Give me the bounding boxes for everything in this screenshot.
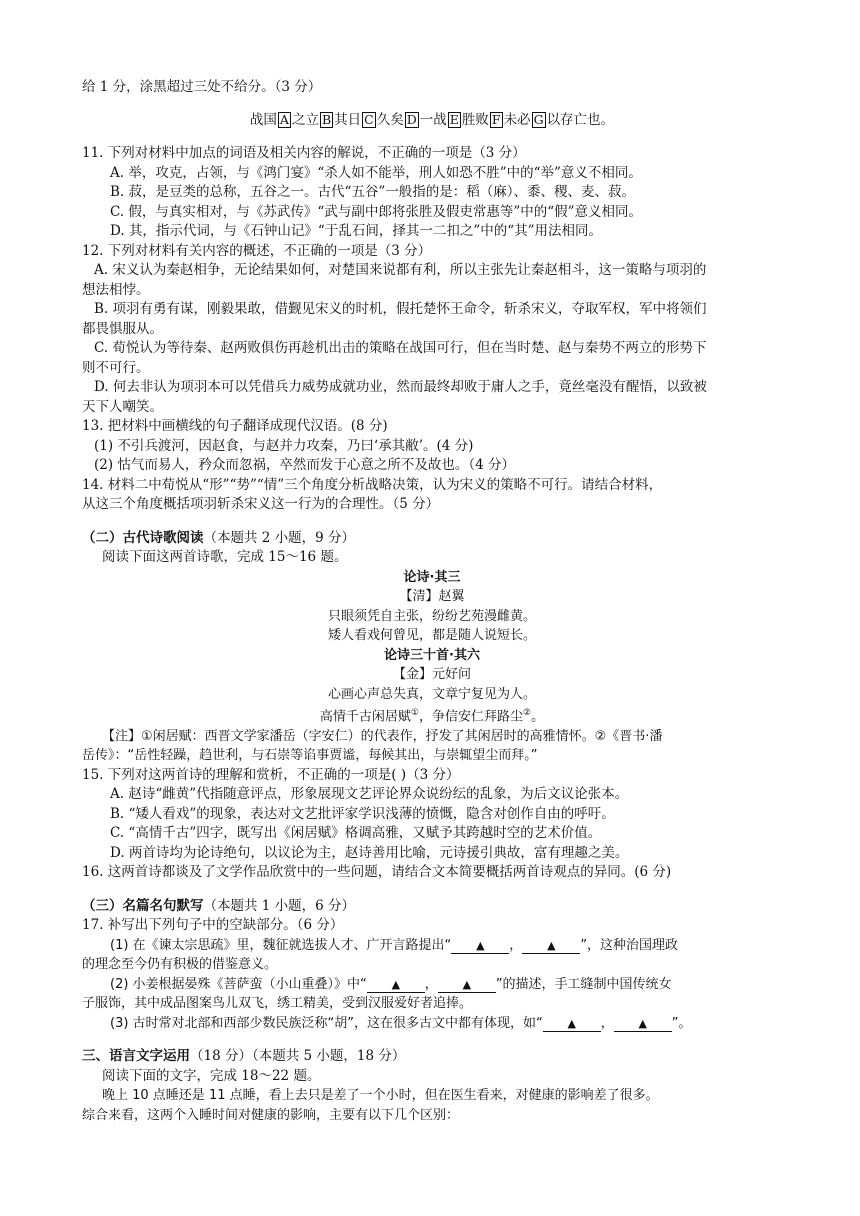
poem1-line-1: 只眼须凭自主张，纷纷艺苑漫雌黄。	[327, 608, 536, 624]
poem-note-line-1: 【注】①闲居赋：西晋文学家潘岳（字安仁）的代表作，抒发了其闲居时的高雅情怀。②《晋书·潘	[102, 728, 663, 744]
q12-option-b: B. 项羽有勇有谋，刚毅果敢，借觐见宋义的时机，假托楚怀王命令，斩杀宋义，夺取军权，军中将领们	[94, 301, 707, 317]
poem1-author: 【清】赵翼	[399, 589, 465, 604]
section2-instruction: 阅读下面这两首诗歌，完成 15～16 题。	[102, 549, 348, 565]
q12-option-a: A. 宋义认为秦赵相争，无论结果如何，对楚国来说都有利，所以主张先让秦赵相斗，这一策略与项羽的	[94, 262, 707, 278]
q15-option-b: B. “矮人看戏”的现象，表达对文艺批评家学识浅薄的愤慨，隐含对创作自由的呼吁。	[110, 805, 615, 822]
answer-blank[interactable]: ▲	[451, 939, 509, 954]
q12-stem: 12. 下列对材料有关内容的概述，不正确的一项是（3 分）	[82, 242, 432, 259]
sentence-fragment: 其日	[334, 112, 362, 128]
q15-option-c: C. “高情千古”四字，既写出《闲居赋》格调高雅，又赋予其跨越时空的艺术价值。	[110, 825, 602, 842]
poem2-line-2-part-b: ，争信安仁拜路尘	[418, 709, 523, 725]
poem2-line-2-part-c: 。	[531, 709, 545, 725]
answer-blank[interactable]: ▲	[438, 978, 496, 993]
poem1-line-2: 矮人看戏何曾见，都是随人说短长。	[327, 628, 536, 643]
answer-blank[interactable]: ▲	[614, 1017, 672, 1032]
q16-stem: 16. 这两首诗都谈及了文学作品欣赏中的一些问题，请结合文本简要概括两首诗观点的异同。(6 分)	[82, 864, 672, 881]
answer-blank[interactable]: ▲	[367, 978, 425, 993]
q17-item-1-cont: 的理念至今仍有积极的借鉴意义。	[82, 957, 278, 973]
sentence-fragment: 战国	[249, 112, 277, 128]
section2-heading	[82, 529, 782, 549]
break-mark-box[interactable]: A	[279, 112, 289, 127]
q12-option-a-cont: 想法相悖。	[82, 281, 150, 298]
q11-option-d: D. 其，指示代词，与《石钟山记》“于乱石间，择其一二扣之”中的“其”用法相同。	[110, 223, 603, 239]
footnote-marker-1: ①	[410, 708, 419, 718]
q17-item-2-text-b: ”的描述，手工缝制中国传统女	[495, 976, 672, 992]
section3-title: （三）名篇名句默写	[82, 897, 204, 914]
q15-option-d: D. 两首诗均为论诗绝句，以议论为主，赵诗善用比喻，元诗援引典故，富有理趣之美。	[110, 844, 629, 861]
sentence-fragment: 之立	[291, 112, 319, 128]
boxed-sentence	[82, 111, 782, 131]
sentence-fragment: 胜败	[461, 112, 489, 128]
q17-item-3-text-b: ”。	[671, 1015, 692, 1031]
q12-option-b-cont: 都畏惧服从。	[82, 320, 163, 337]
q17-item-1-text-a: (1) 在《谏太宗思疏》里，魏征就选拔人才、广开言路提出“	[110, 937, 452, 953]
q15-stem: 15. 下列对这两首诗的理解和赏析，不正确的一项是( )（3 分）	[82, 766, 460, 783]
poem2-line-2	[82, 704, 782, 727]
q14-line-2: 从这三个角度概括项羽斩杀宋义这一行为的合理性。（5 分）	[82, 496, 440, 512]
section4-heading-note: （18 分）（本题共 5 小题，18 分）	[190, 1048, 406, 1065]
section4-instruction: 阅读下面的文字，完成 18～22 题。	[102, 1067, 321, 1084]
q17-item-3-sep: ，	[600, 1015, 614, 1031]
sentence-fragment: 一战	[419, 112, 447, 128]
q17-item-3	[82, 1014, 782, 1034]
answer-blank[interactable]: ▲	[543, 1017, 601, 1032]
q11-stem: 11. 下列对材料中加点的词语及相关内容的解说，不正确的一项是（3 分）	[82, 145, 526, 161]
break-mark-box[interactable]: B	[321, 112, 332, 127]
q17-stem: 17. 补写出下列句子中的空缺部分。（6 分）	[82, 917, 344, 934]
section2-title: （二）古代诗歌阅读	[82, 529, 204, 546]
intro-line: 给 1 分，涂黑超过三处不给分。（3 分）	[82, 79, 322, 95]
q17-item-1-sep: ，	[509, 937, 523, 953]
q12-option-d-cont: 天下人嘲笑。	[82, 398, 163, 415]
footnote-marker-2: ②	[523, 708, 532, 718]
q17-item-2-sep: ，	[424, 976, 438, 992]
sentence-fragment: 以存亡也。	[546, 112, 615, 128]
answer-blank[interactable]: ▲	[522, 939, 580, 954]
section4-title: 三、语言文字运用	[82, 1048, 190, 1065]
q17-item-2	[82, 975, 782, 995]
q17-item-2-text-a: (2) 小姜根据晏殊《菩萨蛮（小山重叠）》中“	[110, 976, 367, 992]
section4-heading	[82, 1047, 782, 1067]
q17-item-1-text-b: ”，这种治国理政	[580, 937, 679, 953]
break-mark-box[interactable]: F	[491, 112, 501, 127]
q17-item-3-text-a: (3) 古时常对北部和西部少数民族泛称“胡”，这在很多古文中都有体现，如“	[110, 1015, 543, 1031]
q13-stem: 13. 把材料中画横线的句子翻译成现代汉语。(8 分)	[82, 418, 388, 434]
q11-option-b: B. 菽，是豆类的总称，五谷之一。古代“五谷”一般指的是：稻（麻）、黍、稷、麦、菽。	[110, 184, 636, 200]
q12-option-d: D. 何去非认为项羽本可以凭借兵力威势成就功业，然而最终却败于庸人之手，竟丝毫没有醒悟，以致被	[94, 379, 707, 395]
passage-paragraph-1: 晚上 10 点睡还是 11 点睡，看上去只是差了一个小时，但在医生看来，对健康的影响差了很多。	[102, 1088, 659, 1104]
poem2-line-1: 心画心声总失真，文章宁复见为人。	[327, 686, 536, 702]
poem-note-line-2: 岳传》：“岳性轻躁，趋世利，与石崇等谄事贾谧，每候其出，与崇辄望尘而拜。”	[82, 748, 538, 764]
sentence-fragment: 久矣	[376, 112, 404, 128]
poem2-author: 【金】元好问	[392, 667, 471, 682]
q11-option-a: A. 举，攻克，占领，与《鸿门宴》“杀人如不能举，刑人如恐不胜”中的“举”意义不相同。	[110, 164, 642, 181]
q12-option-c-cont: 则不可行。	[82, 359, 150, 376]
section3-heading-note: （本题共 1 小题，6 分）	[203, 897, 356, 914]
poem1-title: 论诗·其三	[403, 569, 461, 585]
q13-item-1: (1) 不引兵渡河，因赵食，与赵并力攻秦，乃曰‘承其敝’。(4 分)	[94, 437, 474, 454]
sentence-fragment: 未必	[503, 112, 531, 128]
q17-item-2-cont: 子服饰，其中成品图案鸟儿双飞，绣工精美，受到汉服爱好者追捧。	[82, 996, 473, 1012]
exam-page	[82, 78, 782, 1125]
section2-heading-note: （本题共 2 小题，9 分）	[203, 529, 356, 546]
break-mark-box[interactable]: C	[364, 112, 374, 127]
break-mark-box[interactable]: D	[406, 112, 417, 127]
poem2-line-2-part-a: 高情千古闲居赋	[319, 709, 411, 725]
q12-option-c: C. 荀悦认为等待秦、赵两败俱伤再趁机出击的策略在战国可行，但在当时楚、赵与秦势不两立的形势下	[94, 340, 707, 356]
q17-item-1	[82, 936, 782, 956]
q14-line-1: 14. 材料二中荀悦从“形”“势”“情”三个角度分析战略决策，认为宋义的策略不可行。请结合材料，	[82, 476, 663, 493]
break-mark-box[interactable]: G	[533, 112, 544, 127]
passage-paragraph-2: 综合来看，这两个入睡时间对健康的影响，主要有以下几个区别：	[82, 1107, 460, 1123]
section3-heading	[82, 897, 782, 917]
poem2-title: 论诗三十首·其六	[384, 647, 480, 663]
q11-option-c: C. 假，与真实相对，与《苏武传》“武与副中郎将张胜及假吏常惠等”中的“假”意义相同。	[110, 203, 643, 220]
q15-option-a: A. 赵诗“雌黄”代指随意评点，形象展现文艺评论界众说纷纭的乱象，为后文议论张本。	[110, 786, 629, 803]
break-mark-box[interactable]: E	[449, 112, 459, 127]
q13-item-2: (2) 怙气而易人，矜众而忽祸，卒然而发于心意之所不及故也。（4 分）	[94, 457, 516, 473]
